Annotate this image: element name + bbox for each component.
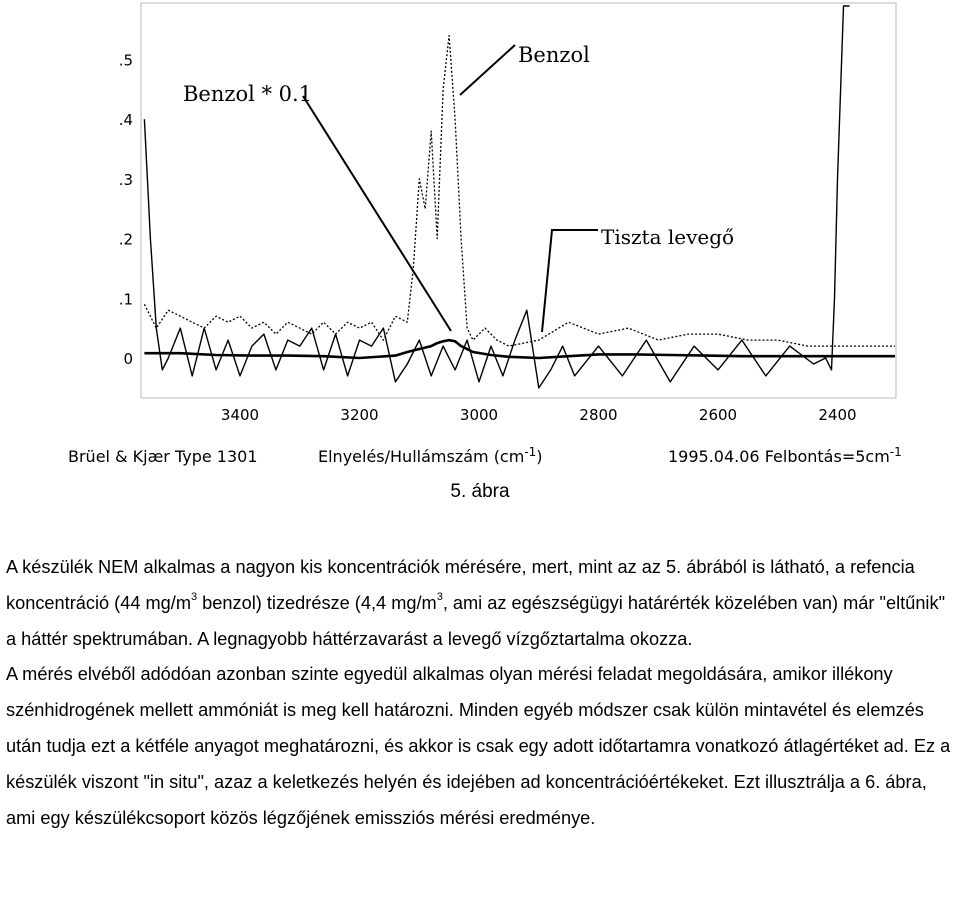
leader-benzol xyxy=(460,45,515,95)
annotation-benzol: Benzol xyxy=(518,43,590,67)
x-tick-label: 3400 xyxy=(220,406,260,424)
figure-caption: 5. ábra xyxy=(450,481,510,502)
paragraph-1: A készülék NEM alkalmas a nagyon kis koncentrációk mérésére, mert, mint az az 5. ábrából is látható, a refencia koncentráció (44 $mg/m^3$ benzol) tizedrésze (4,4 $mg/m^3$, ami az egészségügyi határérték közelében van) már "eltűnik" a háttér spektrumában. A legnagyobb háttérzavarást a levegő vízgőztartalma okozza. xyxy=(6,557,946,649)
annotation-tiszta-levego: Tiszta levegő xyxy=(601,225,735,249)
instrument-label: Brüel & Kjær Type 1301 xyxy=(68,447,258,466)
x-axis-ticks xyxy=(221,406,857,424)
date-resolution-label: 1995.04.06 $Felbontás=5cm^{-1}$ xyxy=(668,445,902,466)
x-tick-label: 2600 xyxy=(698,406,738,424)
y-tick-label: .2 xyxy=(118,230,133,249)
x-tick-label: 3200 xyxy=(340,406,379,424)
y-tick-label: .4 xyxy=(118,111,133,130)
leader-benzol-01 xyxy=(303,96,451,331)
x-tick-label: 2800 xyxy=(579,406,618,424)
series-line-solid-thin xyxy=(144,6,849,388)
y-tick-label: .5 xyxy=(118,51,133,70)
y-axis-ticks xyxy=(119,52,133,369)
y-tick-label: .3 xyxy=(118,170,133,189)
x-tick-label: 2400 xyxy=(818,406,857,424)
paragraph-2: A mérés elvéből adódóan azonban szinte egyedül alkalmas olyan mérési feladat megoldására, amikor illékony szénhidrogének mellett ammóniát is meg kell határozni. Minden egyéb módszer csak külön mintavétel és elemzés után tudja ezt a kétféle anyagot meghatározni, és akkor is csak egy adott időtartamra vonatkozó átlagértéket ad. Ez a készülék viszont "in situ", azaz a keletkezés helyén és idejében ad koncentrációértékeket. Ezt illusztrálja a 6. ábra, ami egy készülékcsoport közös légzőjének emissziós mérési eredménye. xyxy=(6,664,951,828)
x-axis-title: Elnyelés/Hullámszám $(cm^{-1})$ xyxy=(318,445,543,466)
annotation-benzol-01: Benzol * 0.1 xyxy=(183,82,313,106)
body-text xyxy=(6,550,956,836)
y-tick-label: 0 xyxy=(123,350,133,368)
x-tick-label: 3000 xyxy=(459,406,499,424)
y-tick-label: .1 xyxy=(118,290,133,309)
leader-tiszta-levego xyxy=(542,230,598,332)
series-line-solid-thick xyxy=(144,340,895,358)
